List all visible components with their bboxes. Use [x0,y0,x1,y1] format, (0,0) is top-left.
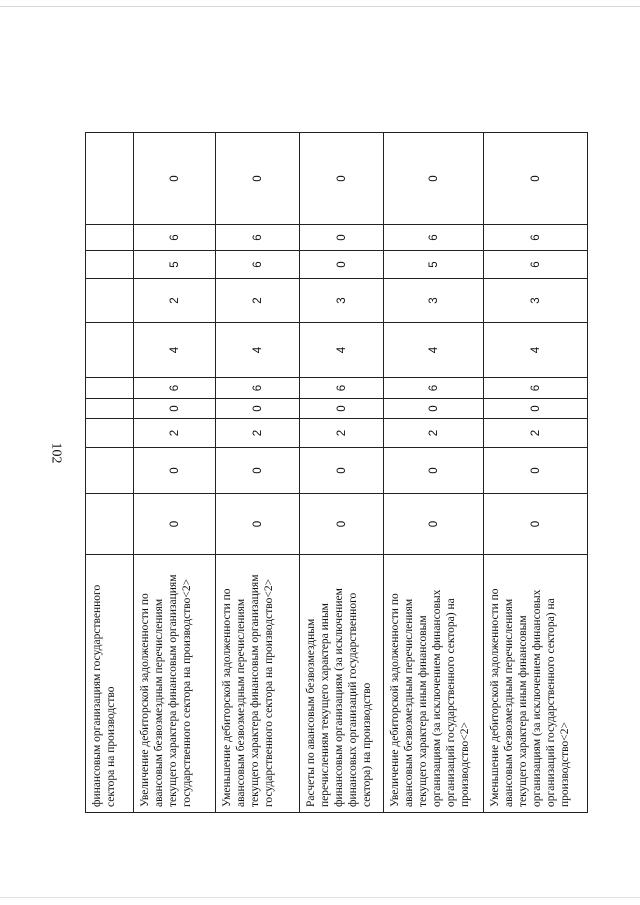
table-row [134,133,216,813]
code-digit: 2 [134,419,216,448]
code-digit: 6 [216,251,300,279]
code-digit: 5 [134,251,216,279]
code-digit: 2 [216,279,300,323]
code-digit: 0 [216,494,300,555]
code-digit: 2 [300,419,384,448]
code-digit: 0 [300,251,384,279]
row-description: Уменьшение дебиторской задолженности по авансовым безвозмездным перечислениям текущего характера иным финансовым организациям (за исключением финансовых организаций государственного сектора) на производство<2> [484,555,588,813]
table-cell [86,399,134,419]
table-cell [86,378,134,399]
code-digit: 4 [216,323,300,378]
code-digit: 6 [384,225,484,251]
code-digit: 4 [384,323,484,378]
code-digit: 4 [300,323,384,378]
code-digit: 2 [134,279,216,323]
table-cell [86,279,134,323]
code-digit: 3 [384,279,484,323]
scan-edge-top [0,6,640,7]
code-digit: 6 [216,378,300,399]
code-digit: 0 [300,399,384,419]
table-cell [86,133,134,225]
code-digit: 0 [216,448,300,494]
code-digit: 0 [484,399,588,419]
code-digit: 0 [134,494,216,555]
code-digit: 0 [216,133,300,225]
row-description: финансовым организациям государственного сектора на производство [86,555,134,813]
code-digit: 0 [484,494,588,555]
table-cell [86,494,134,555]
code-digit: 0 [384,133,484,225]
code-digit: 2 [484,419,588,448]
table-cell [86,448,134,494]
row-description: Увеличение дебиторской задолженности по авансовым безвозмездным перечислениям текущего характера финансовым организациям государственного сектора на производство<2> [134,555,216,813]
code-digit: 0 [300,133,384,225]
code-digit: 6 [484,251,588,279]
table-cell [86,225,134,251]
code-digit: 6 [300,378,384,399]
code-digit: 0 [134,399,216,419]
code-digit: 2 [384,419,484,448]
code-digit: 6 [134,378,216,399]
code-digit: 0 [134,448,216,494]
code-digit: 4 [134,323,216,378]
code-digit: 6 [384,378,484,399]
code-digit: 0 [300,225,384,251]
code-digit: 0 [484,448,588,494]
code-digit: 0 [300,448,384,494]
row-description: Расчеты по авансовым безвозмездным перечислениям текущего характера иным финансовым организациям (за исключением финансовых организаций государственного сектора) на производство [300,555,384,813]
table-row [484,133,588,813]
code-digit: 0 [484,133,588,225]
code-digit: 6 [484,378,588,399]
row-description: Увеличение дебиторской задолженности по авансовым безвозмездным перечислениям текущего характера иным финансовым организациям (за исключением финансовых организаций государственного сектора) на производство<2> [384,555,484,813]
scan-edge-bottom [0,897,640,898]
budget-classification-table [85,132,588,813]
code-digit: 4 [484,323,588,378]
table-row [86,133,134,813]
table-cell [86,323,134,378]
table-row [216,133,300,813]
table-row [300,133,384,813]
page-number: 102 [48,442,63,463]
code-digit: 0 [216,399,300,419]
code-digit: 0 [384,399,484,419]
code-digit: 6 [484,225,588,251]
row-description: Уменьшение дебиторской задолженности по авансовым безвозмездным перечислениям текущего характера финансовым организациям государственного сектора на производство<2> [216,555,300,813]
table-cell [86,419,134,448]
code-digit: 6 [216,225,300,251]
table-cell [86,251,134,279]
code-digit: 2 [216,419,300,448]
code-digit: 0 [300,494,384,555]
code-digit: 5 [384,251,484,279]
table-row [384,133,484,813]
code-digit: 3 [300,279,384,323]
rotated-table-wrapper [85,133,571,813]
code-digit: 0 [384,494,484,555]
code-digit: 6 [134,225,216,251]
code-digit: 3 [484,279,588,323]
code-digit: 0 [384,448,484,494]
code-digit: 0 [134,133,216,225]
